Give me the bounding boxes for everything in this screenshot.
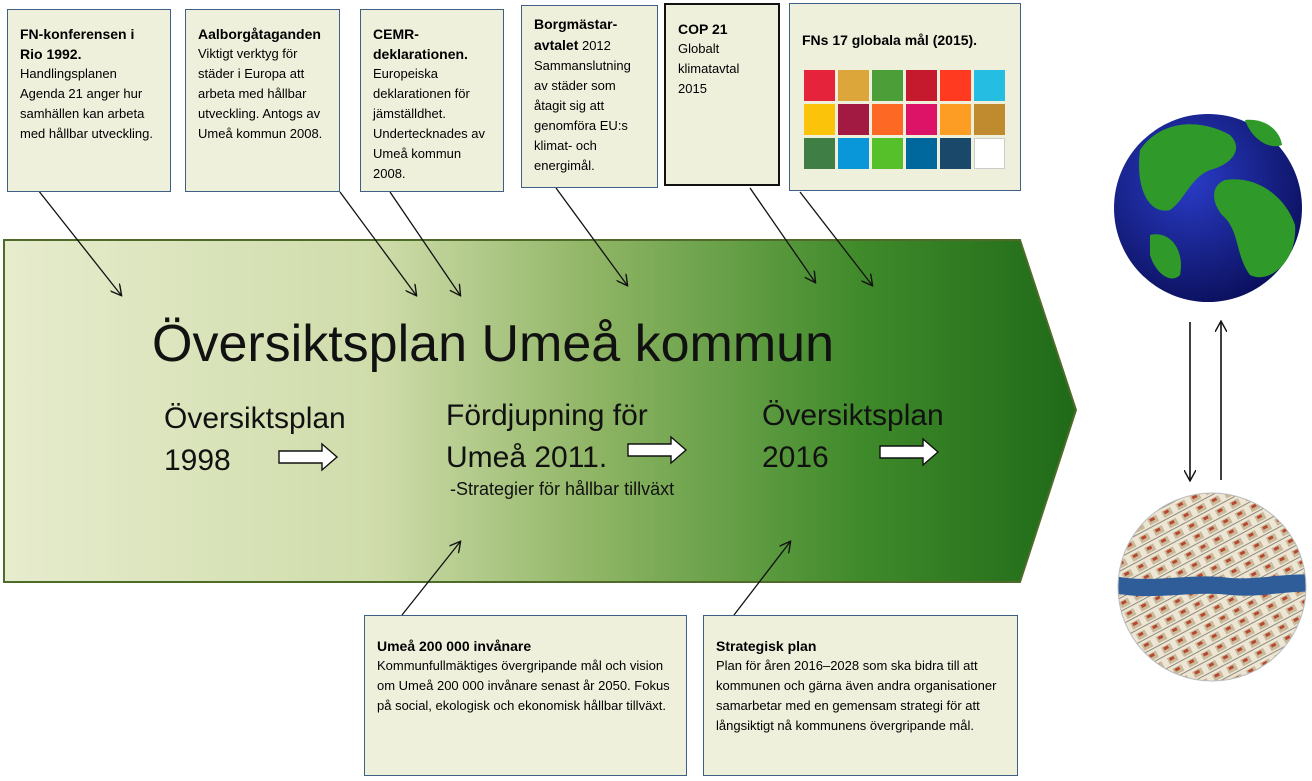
sdg-goal-tile-icon bbox=[906, 138, 937, 169]
city-map-circle-icon bbox=[1110, 490, 1312, 685]
plan-2016 bbox=[762, 395, 944, 479]
banner-title: Översiktsplan Umeå kommun bbox=[152, 315, 834, 373]
sdg-goal-tile-icon bbox=[906, 104, 937, 135]
box-umea-title: Umeå 200 000 invånare bbox=[377, 638, 532, 654]
plan-2011-line2: Umeå 2011. bbox=[446, 441, 608, 474]
box-borgmastar-heading bbox=[534, 14, 645, 56]
plan-2011-line1: Fördjupning för bbox=[446, 399, 648, 432]
sdg-goal-tile-icon bbox=[804, 70, 835, 101]
sdg-goal-tile-icon bbox=[940, 104, 971, 135]
sdg-goal-tile-icon bbox=[974, 70, 1005, 101]
plan-1998-line1: Översiktsplan bbox=[164, 402, 346, 435]
sdg-goal-tile-icon bbox=[838, 70, 869, 101]
box-cop21 bbox=[664, 3, 780, 186]
box-borgmastar-body: Sammanslutning av städer som åtagit sig att genomföra EU:s klimat- och energimål. bbox=[534, 58, 631, 173]
plan-2011-note: -Strategier för hållbar tillväxt bbox=[450, 479, 675, 499]
box-cop21-body: Globalt klimatavtal 2015 bbox=[678, 41, 740, 96]
box-rio-title: FN-konferensen i Rio 1992. bbox=[20, 26, 135, 62]
box-umea-200000 bbox=[364, 615, 687, 776]
box-cemr-body: Europeiska deklarationen för jämställdhet. Undertecknades av Umeå kommun 2008. bbox=[373, 66, 486, 181]
box-cemr-title: CEMR-deklarationen. bbox=[373, 26, 468, 62]
plan-1998 bbox=[164, 398, 346, 482]
sdg-goal-tile-icon bbox=[838, 104, 869, 135]
box-cop21-title: COP 21 bbox=[678, 21, 728, 37]
sdg-goal-tile-icon bbox=[974, 138, 1005, 169]
box-sdg bbox=[789, 3, 1021, 191]
box-aalborg-body: Viktigt verktyg för städer i Europa att arbeta med hållbar utveckling. Antogs av Umeå kommun 2008. bbox=[198, 46, 323, 141]
box-aalborg-title: Aalborgåtaganden bbox=[198, 26, 321, 42]
sdg-goal-tile-icon bbox=[804, 104, 835, 135]
box-cemr bbox=[360, 9, 504, 192]
sdg-goal-tile-icon bbox=[940, 70, 971, 101]
sdg-goal-tile-icon bbox=[974, 104, 1005, 135]
plan-2016-line2: 2016 bbox=[762, 441, 829, 474]
sdg-goal-tile-icon bbox=[940, 138, 971, 169]
box-sdg-title: FNs 17 globala mål (2015). bbox=[802, 32, 978, 48]
box-umea-body: Kommunfullmäktiges övergripande mål och vision om Umeå 200 000 invånare senast år 2050. Fokus på social, ekologisk och ekonomisk hållbar tillväxt. bbox=[377, 658, 670, 713]
sdg-goal-tile-icon bbox=[872, 70, 903, 101]
box-rio-body: Handlingsplanen Agenda 21 anger hur samhällen kan arbeta med hållbar utveckling. bbox=[20, 66, 153, 141]
sdg-goal-tile-icon bbox=[872, 138, 903, 169]
sdg-goal-tile-icon bbox=[838, 138, 869, 169]
earth-globe-icon bbox=[1114, 114, 1302, 302]
box-strategisk-plan bbox=[703, 615, 1018, 776]
box-strategisk-body: Plan för åren 2016–2028 som ska bidra till att kommunen och gärna även andra organisationer samarbetar med en gemensam strategi för att långsiktigt nå kommunens övergripande mål. bbox=[716, 658, 997, 733]
box-strategisk-title: Strategisk plan bbox=[716, 638, 817, 654]
box-borgmastar-year: 2012 bbox=[578, 38, 611, 53]
plan-2011 bbox=[446, 395, 648, 479]
box-aalborg bbox=[185, 9, 340, 192]
plan-1998-line2: 1998 bbox=[164, 444, 231, 477]
plan-2016-line1: Översiktsplan bbox=[762, 399, 944, 432]
box-borgmastar bbox=[521, 5, 658, 188]
sdg-goals-grid bbox=[804, 70, 1008, 169]
sdg-goal-tile-icon bbox=[804, 138, 835, 169]
box-borgmastar-title: Borgmästar-avtalet bbox=[534, 16, 618, 53]
sdg-goal-tile-icon bbox=[906, 70, 937, 101]
box-rio-1992 bbox=[7, 9, 171, 192]
sdg-goal-tile-icon bbox=[872, 104, 903, 135]
